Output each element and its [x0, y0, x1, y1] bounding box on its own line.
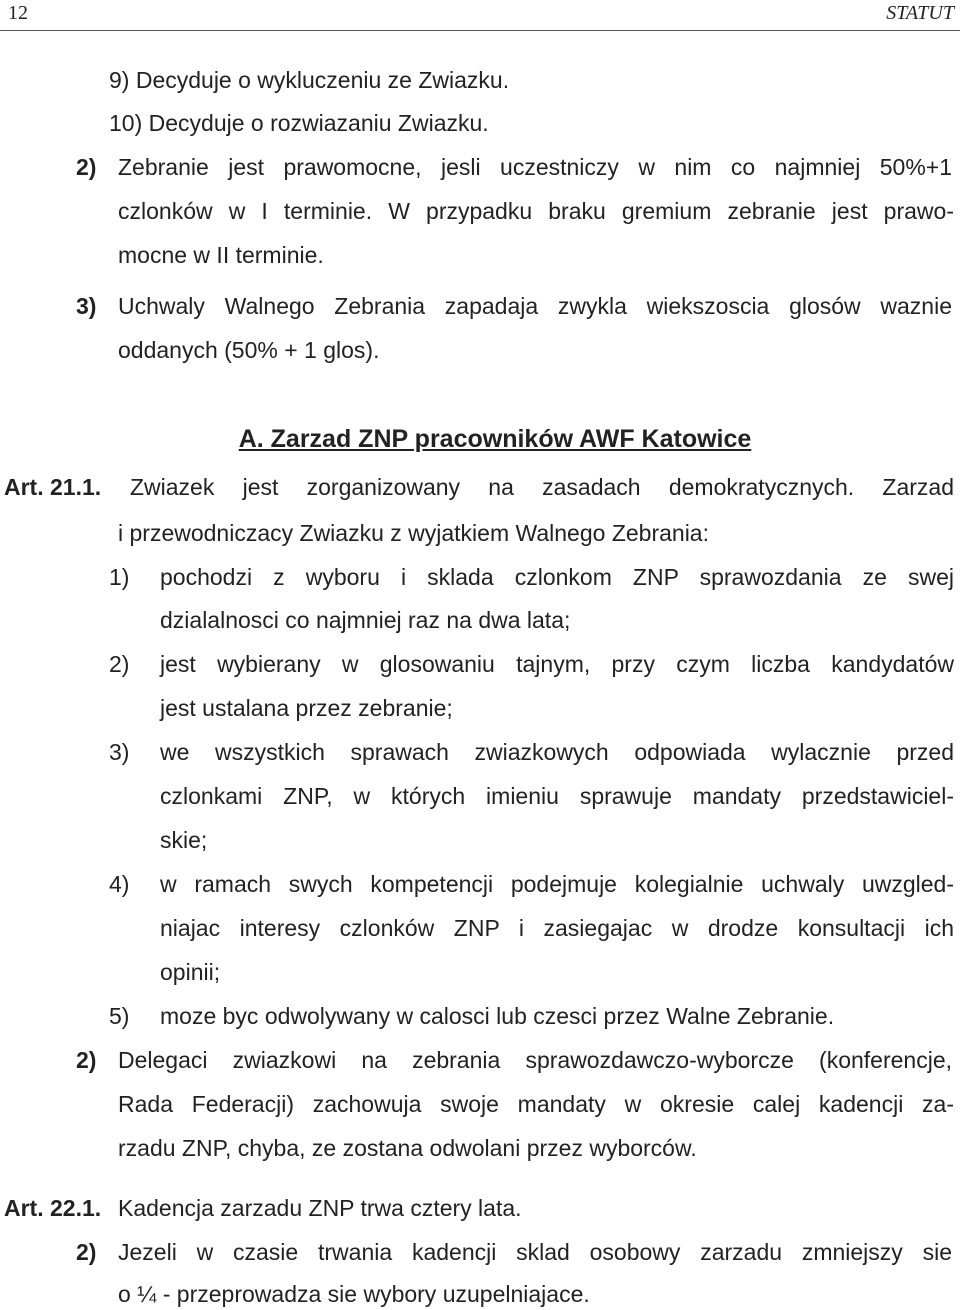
paragraph-number: 3) — [76, 293, 97, 319]
paragraph-line: Zwiazek jest zorganizowany na zasadach demokratycznych. Zarzad — [130, 474, 954, 500]
paragraph-line: Jezeli w czasie trwania kadencji sklad osobowy zarzadu zmniejszy sie — [118, 1239, 952, 1265]
paragraph-line: Rada Federacji) zachowuja swoje mandaty w okresie calej kadencji za- — [118, 1091, 954, 1117]
list-item-line: opinii; — [160, 959, 221, 985]
paragraph-line: Delegaci zwiazkowi na zebrania sprawozdawczo-wyborcze (konferencje, — [118, 1047, 952, 1073]
list-item-line: jest wybierany w glosowaniu tajnym, przy czym liczba kandydatów — [160, 651, 954, 677]
list-item-line: w ramach swych kompetencji podejmuje kolegialnie uchwaly uwzgled- — [160, 871, 954, 897]
list-item-line: czlonkami ZNP, w których imieniu sprawuje mandaty przedstawiciel- — [160, 783, 954, 809]
paragraph-line: o ¼ - przeprowadza sie wybory uzupelniajace. — [118, 1281, 590, 1307]
list-item-line: jest ustalana przez zebranie; — [160, 695, 453, 721]
list-item-number: 1) — [109, 564, 130, 590]
list-item-line: dzialalnosci co najmniej raz na dwa lata; — [160, 607, 571, 633]
paragraph-line: rzadu ZNP, chyba, ze zostana odwolani przez wyborców. — [118, 1135, 697, 1161]
paragraph-line: Kadencja zarzadu ZNP trwa cztery lata. — [118, 1195, 522, 1221]
list-item-number: 4) — [109, 871, 130, 897]
list-item-number: 3) — [109, 739, 130, 765]
running-title: STATUT — [886, 2, 954, 24]
article-label: Art. 22.1. — [4, 1195, 102, 1221]
paragraph-line: oddanych (50% + 1 glos). — [118, 337, 380, 363]
paragraph-number: 2) — [76, 1047, 97, 1073]
paragraph-line: Uchwaly Walnego Zebrania zapadaja zwykla wiekszoscia glosów waznie — [118, 293, 952, 319]
list-item-line: skie; — [160, 827, 208, 853]
list-item-line: we wszystkich sprawach zwiazkowych odpowiada wylacznie przed — [160, 739, 954, 765]
list-item-number: 2) — [109, 651, 130, 677]
paragraph-number: 2) — [76, 154, 97, 180]
paragraph-line: czlonków w I terminie. W przypadku braku gremium zebranie jest prawo- — [118, 198, 954, 224]
list-item-9: 9) Decyduje o wykluczeniu ze Zwiazku. — [109, 67, 510, 93]
page-number: 12 — [8, 2, 28, 24]
paragraph-number: 2) — [76, 1239, 97, 1265]
list-item-number: 5) — [109, 1003, 130, 1029]
paragraph-line: Zebranie jest prawomocne, jesli uczestniczy w nim co najmniej 50%+1 — [118, 154, 952, 180]
list-item-line: niajac interesy czlonków ZNP i zasiegajac w drodze konsultacji ich — [160, 915, 954, 941]
section-title: A. Zarzad ZNP pracowników AWF Katowice — [238, 425, 752, 453]
article-label: Art. 21.1. — [4, 474, 102, 500]
list-item-line: pochodzi z wyboru i sklada czlonkom ZNP sprawozdania ze swej — [160, 564, 954, 590]
list-item-10: 10) Decyduje o rozwiazaniu Zwiazku. — [109, 110, 489, 136]
paragraph-line: mocne w II terminie. — [118, 242, 324, 268]
paragraph-line: i przewodniczacy Zwiazku z wyjatkiem Walnego Zebrania: — [118, 520, 709, 546]
list-item-line: moze byc odwolywany w calosci lub czesci przez Walne Zebranie. — [160, 1003, 835, 1029]
header-rule — [0, 30, 960, 31]
